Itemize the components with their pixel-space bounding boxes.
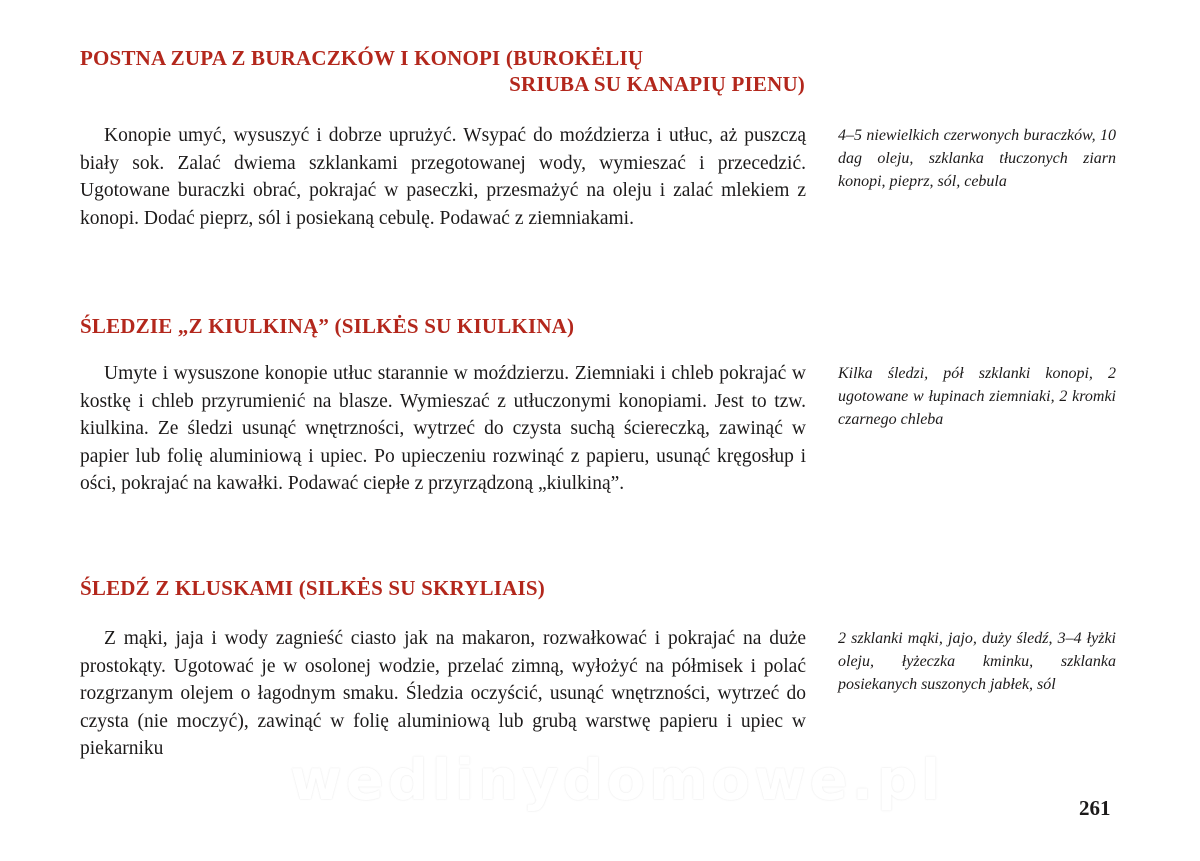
recipe-instructions: Umyte i wysuszone konopie utłuc starannie w moździerzu. Ziemniaki i chleb pokrajać w kostkę i chleb przyrumienić na blasze. Wymieszać z utłuczonymi konopiami. Jest to tzw. kiulkina. Ze śledzi usunąć wnętrzności, wytrzeć do czysta suchą ściereczką, zawinąć w papier lub folię aluminiową i upiec. Po upieczeniu rozwinąć z papieru, usunąć kręgosłup i ości, pokrajać na kawałki. Podawać ciepłe z przyrządzoną „kiulkiną”.: [80, 363, 806, 494]
recipe-title-line1: ŚLEDŹ Z KLUSKAMI (SILKĖS SU SKRYLIAIS): [80, 576, 545, 600]
page-number: 261: [1079, 796, 1111, 820]
watermark: wedlinydomowe.pl: [290, 748, 945, 813]
recipe-title: [80, 45, 815, 97]
recipe-title: [80, 575, 815, 601]
recipe-title-line2: SRIUBA SU KANAPIŲ PIENU): [509, 72, 805, 96]
recipe-title-line1: ŚLEDZIE „Z KIULKINĄ” (SILKĖS SU KIULKINA): [80, 314, 575, 338]
recipe-ingredients: 4–5 niewielkich czerwonych buraczków, 10 dag oleju, szklanka tłuczonych ziarn konopi, pieprz, sól, cebula: [838, 127, 1116, 190]
recipe-ingredients: 2 szklanki mąki, jajo, duży śledź, 3–4 łyżki oleju, łyżeczka kminku, szklanka posiekanych suszonych jabłek, sól: [838, 630, 1116, 693]
recipe-instructions: Konopie umyć, wysuszyć i dobrze uprużyć. Wsypać do moździerza i utłuc, aż puszczą biały sok. Zalać dwiema szklankami przegotowanej wody, wymieszać i przecedzić. Ugotowane buraczki obrać, pokrajać w paseczki, przesmażyć na oleju i zalać mlekiem z konopi. Dodać pieprz, sól i posiekaną cebulę. Podawać z ziemniakami.: [80, 125, 806, 229]
recipe-title: [80, 313, 815, 339]
recipe-instructions: Z mąki, jaja i wody zagnieść ciasto jak na makaron, rozwałkować i pokrajać na duże prostokąty. Ugotować je w osolonej wodzie, przelać zimną, wyłożyć na półmisek i polać rozgrzanym olejem o łagodnym smaku. Śledzia oczyścić, usunąć wnętrzności, wytrzeć do czysta (nie moczyć), zawinąć w folię aluminiową lub grubą warstwę papieru i upiec w piekarniku: [80, 628, 806, 759]
recipe-title-line1: POSTNA ZUPA Z BURACZKÓW I KONOPI (BUROKĖLIŲ: [80, 46, 644, 70]
recipe-ingredients: Kilka śledzi, pół szklanki konopi, 2 ugotowane w łupinach ziemniaki, 2 kromki czarnego chleba: [838, 365, 1116, 428]
